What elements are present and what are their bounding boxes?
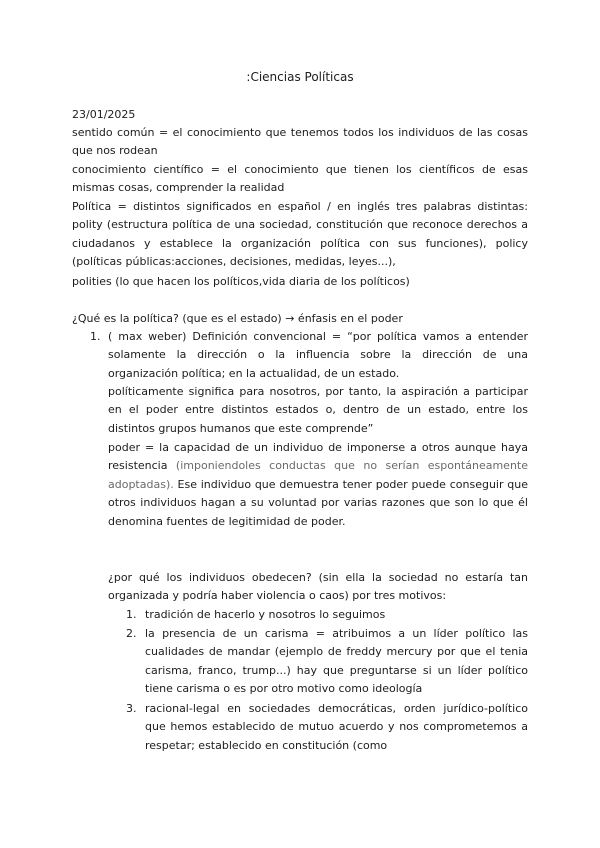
poder-parenthetical: (imponiendoles conductas que no serían espontáneamente adoptadas). <box>108 459 528 491</box>
poder-end: Ese individuo que demuestra tener poder puede conseguir que otros individuos hagan a su voluntad por varias razones que son lo que él denomina fuentes de legitimidad de poder. <box>108 477 528 528</box>
poder-paragraph <box>108 439 528 531</box>
sentido-comun-paragraph: sentido común = el conocimiento que tenemos todos los individuos de las cosas que nos rodean <box>72 126 528 158</box>
date: 23/01/2025 <box>72 108 136 121</box>
motivo-item: la presencia de un carisma = atribuimos a un líder político las cualidades de mandar (ejemplo de freddy mercury por que el tenia carisma, franco, trump...) hay que preguntarse si un líder político tiene carisma o es por otro motivo como ideología <box>145 627 528 696</box>
politica-definition-paragraph: Política = distintos significados en español / en inglés tres palabras distintas: polity (estructura política de una sociedad, constitución que reconoce derechos a ciudadanos y establece la organización política con sus funciones), policy (políticas públicas:acciones, decisiones, medidas, leyes...), <box>72 200 528 269</box>
question-heading: ¿Qué es la política? (que es el estado) → énfasis en el poder <box>72 312 403 325</box>
list-number: 2. <box>126 627 137 640</box>
list-number: 1. <box>126 608 137 621</box>
list-number: 1. <box>90 330 101 343</box>
motivo-item: racional-legal en sociedades democráticas, orden jurídico-político que hemos establecido de mutuo acuerdo y nos comprometemos a respetar; establecido en constitución (como <box>145 702 528 752</box>
weber-definition: ( max weber) Definición convencional = “por política vamos a entender solamente la dirección o la influencia sobre la dirección de una organización política; en la actualidad, de un estado. <box>108 330 528 380</box>
document-title: :Ciencias Políticas <box>246 70 354 84</box>
politicamente-paragraph: políticamente significa para nosotros, por tanto, la aspiración a participar en el poder entre distintos estados o, dentro de un estado, entre los distintos grupos humanos que este comprende” <box>108 385 528 435</box>
conocimiento-cientifico-paragraph: conocimiento científico = el conocimiento que tienen los científicos de esas mismas cosas, comprender la realidad <box>72 163 528 195</box>
motivo-item: tradición de hacerlo y nosotros lo seguimos <box>145 608 386 621</box>
obedecen-paragraph: ¿por qué los individuos obedecen? (sin ella la sociedad no estaría tan organizada y podría haber violencia o caos) por tres motivos: <box>108 571 528 603</box>
list-number: 3. <box>126 702 137 715</box>
polities-line: polities (lo que hacen los políticos,vida diaria de los políticos) <box>72 275 410 288</box>
poder-start: poder = la capacidad de un individuo de imponerse a otros aunque haya resistencia <box>108 441 528 473</box>
